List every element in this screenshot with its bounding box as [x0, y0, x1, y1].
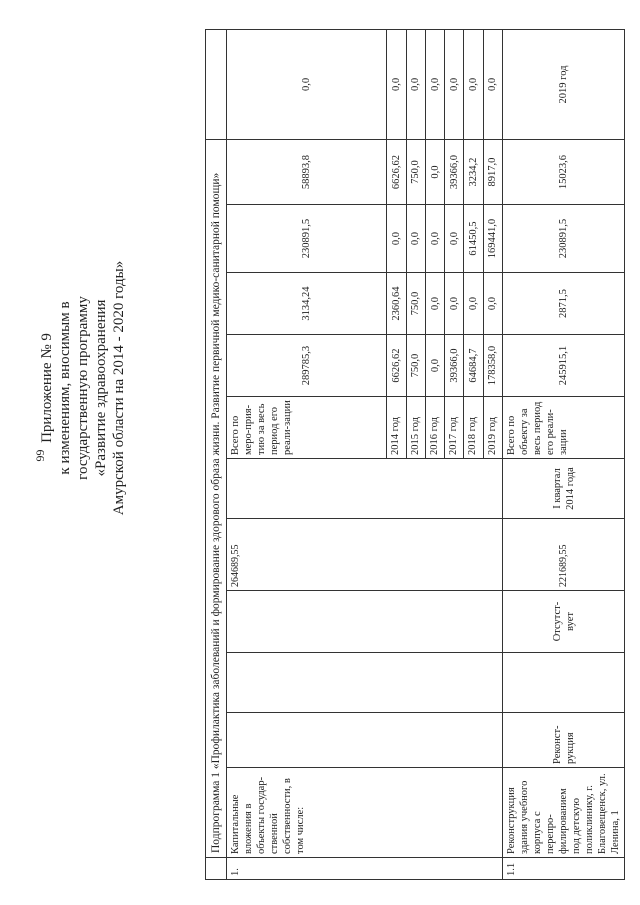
investment-table — [205, 29, 625, 880]
rotated-table-sheet — [205, 30, 625, 880]
cell-value: 2871,5 — [503, 273, 625, 335]
row-number: 1.1 — [503, 858, 625, 880]
subprogram-row — [206, 29, 227, 879]
table-row: 2017 год 39366,0 0,0 0,0 39366,0 0,0 — [445, 29, 464, 879]
table-row — [227, 29, 387, 879]
estimate-value: 221689,55 — [503, 519, 625, 591]
table-row — [503, 29, 625, 879]
cell-value: 230891,5 — [227, 205, 387, 273]
status: Отсутст-вует — [503, 591, 625, 653]
cell-value: 230891,5 — [503, 205, 625, 273]
cell-value: 0,0 — [227, 29, 387, 139]
cell-total: 245915,1 — [503, 335, 625, 397]
cell-value: 15023,6 — [503, 139, 625, 204]
appendix-line: Амурской области на 2014 - 2020 годы» — [111, 260, 127, 516]
object-name: Реконструкция здания учебного корпуса с перепро-филированием под детскую поликлинику, г. Благовещенск, ул. Ленина, 1 — [503, 768, 625, 858]
table-row: 2019 год 178358,0 0,0 169441,0 8917,0 0,0 — [483, 29, 502, 879]
page-number: 66 — [33, 449, 48, 462]
appendix-line: к изменениям, вносимым в — [57, 301, 73, 475]
table-row: 2018 год 64684,7 0,0 61450,5 3234,2 0,0 — [464, 29, 483, 879]
start-date: I квартал 2014 года — [503, 459, 625, 519]
total-label: Всего по объекту за весь период его реали-зации — [503, 397, 625, 459]
table-row: 2015 год 750,0 750,0 0,0 750,0 0,0 — [406, 29, 425, 879]
subprogram-title: Подпрограмма 1 «Профилактика заболеваний и формирование здорового образа жизни. Развитие первичной медико-санитарной помощи» — [206, 139, 227, 857]
object-name: Капитальные вложения в объекты государ-ственной собственности, в том числе: — [227, 768, 503, 858]
appendix-line: «Развитие здравоохранения — [93, 299, 109, 477]
work-type: Реконст-рукция — [503, 713, 625, 768]
estimate-value: 264689,55 — [227, 519, 503, 591]
end-year: 2019 год — [503, 29, 625, 139]
total-label: Всего по меро-прия-тию за весь период его реали-зации — [227, 397, 387, 459]
cell-value: 58893,8 — [227, 139, 387, 204]
appendix-title: Приложение № 9 — [39, 333, 55, 443]
row-number: 1. — [227, 858, 503, 880]
cell-total: 289785,3 — [227, 335, 387, 397]
table-row: 2016 год 0,0 0,0 0,0 0,0 0,0 — [425, 29, 444, 879]
cell-value: 3134,24 — [227, 273, 387, 335]
table-row: 2014 год 6626,62 2360,64 0,0 6626,62 0,0 — [387, 29, 406, 879]
appendix-line: государственную программу — [75, 296, 91, 480]
